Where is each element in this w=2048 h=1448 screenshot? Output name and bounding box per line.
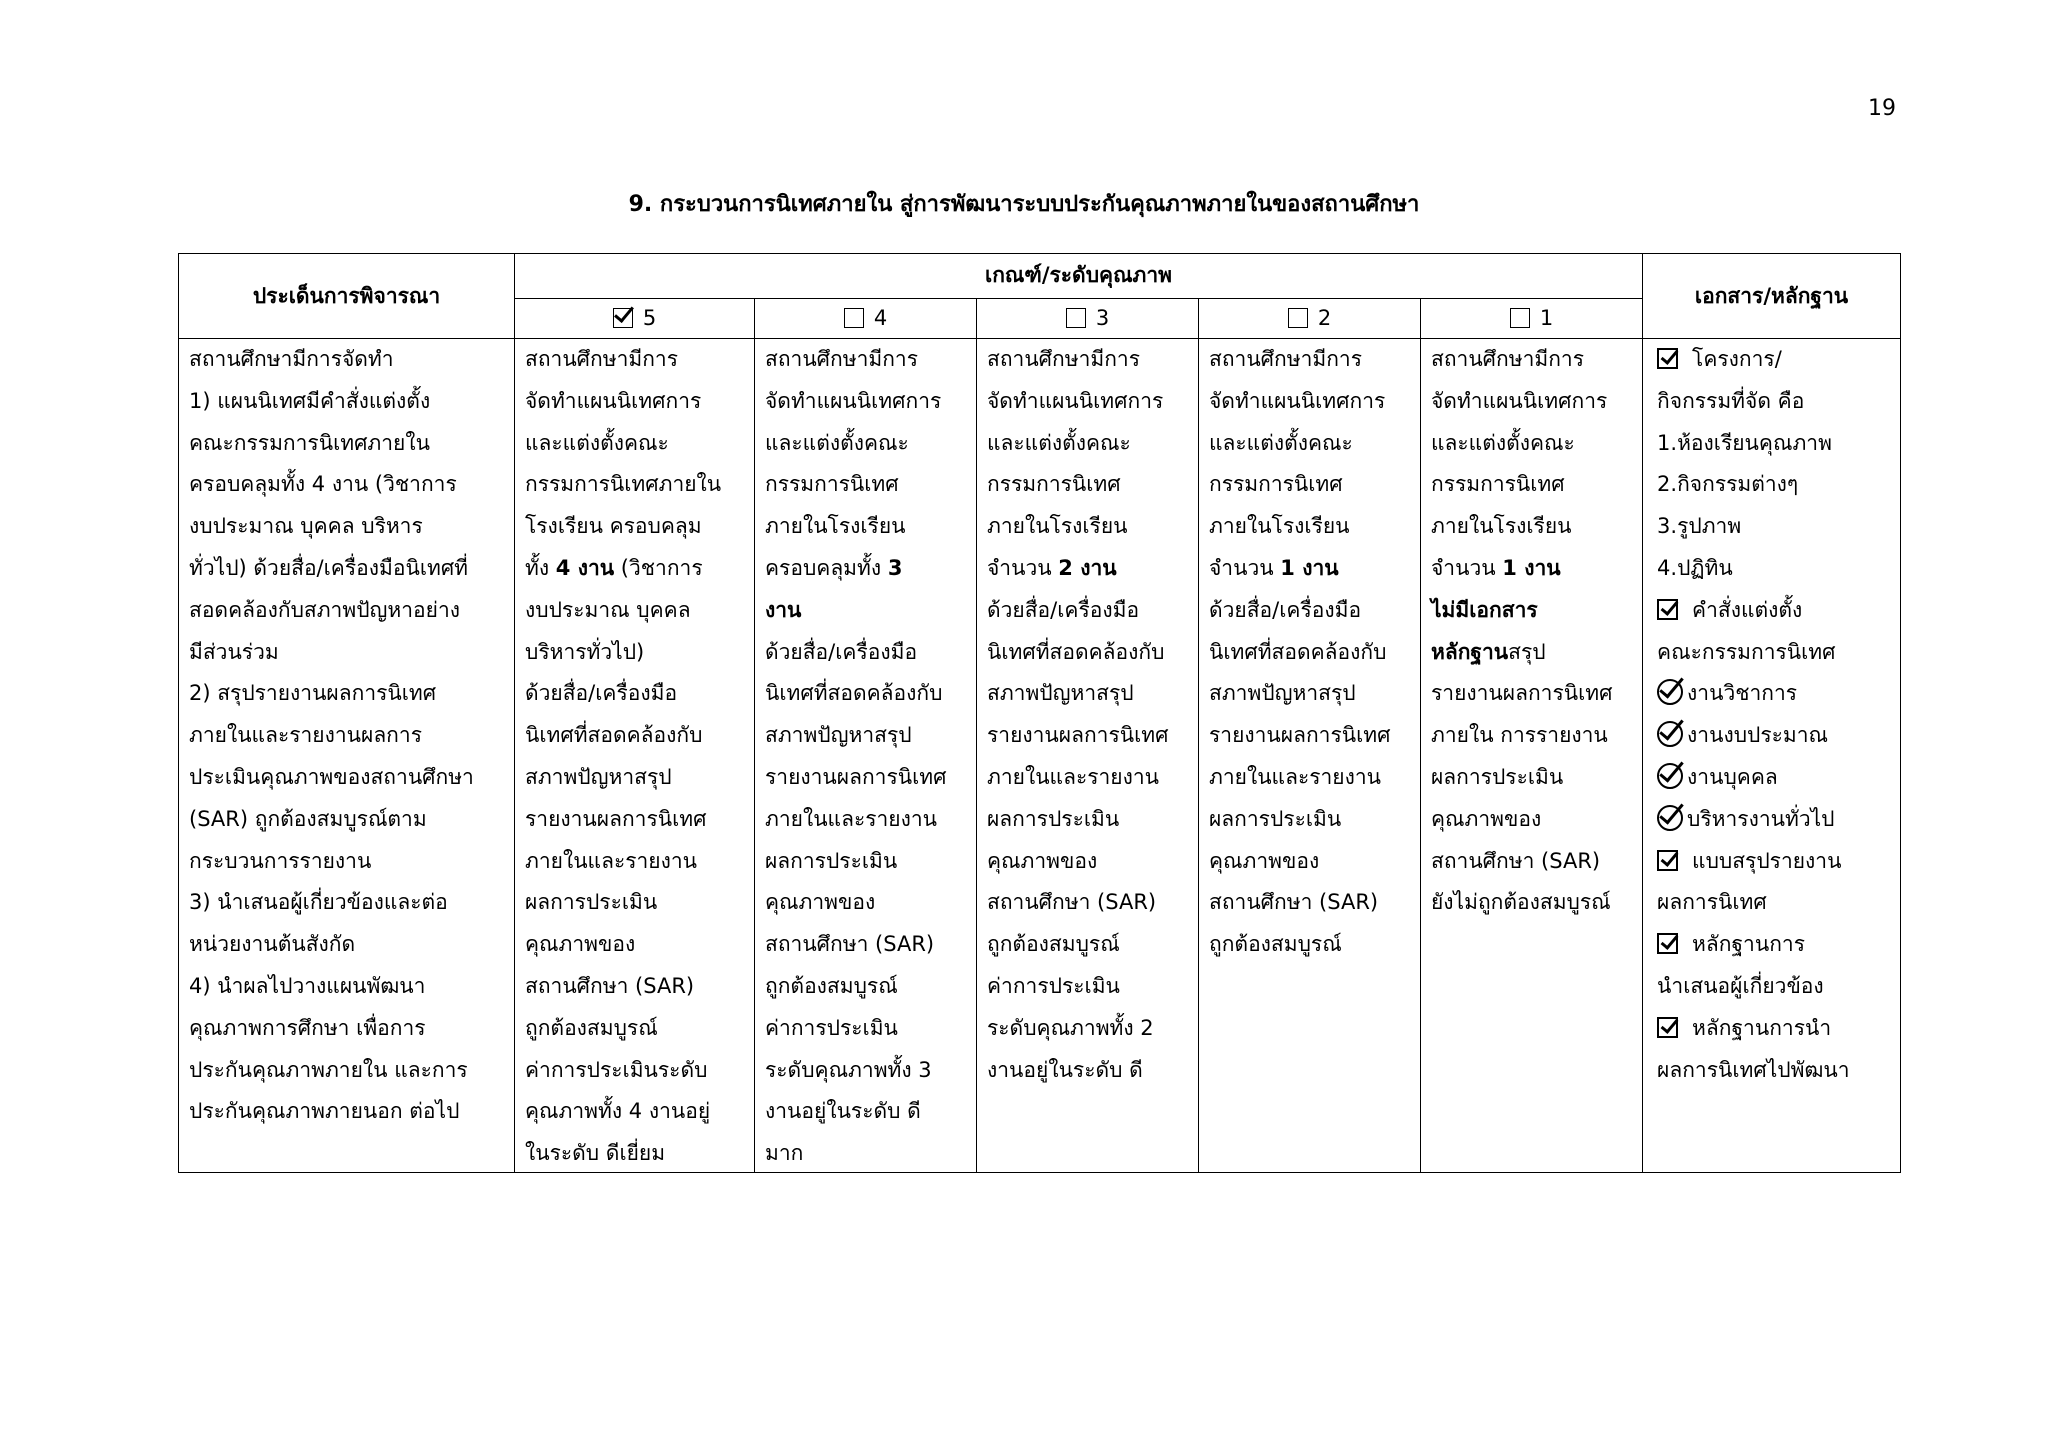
circled-check-icon [1657, 679, 1683, 705]
evidence-item: 1.ห้องเรียนคุณภาพ [1657, 430, 1832, 455]
cell-text-line: จำนวน 1 งาน [1431, 555, 1561, 580]
cell-text-line: คุณภาพทั้ง 4 งานอยู่ [525, 1099, 711, 1124]
evidence-summary: แบบสรุปรายงาน [1657, 841, 1892, 883]
checkbox-checked-icon [1657, 933, 1678, 954]
header-evidence: เอกสาร/หลักฐาน [1643, 254, 1901, 339]
cell-text-line: ภายในโรงเรียน [765, 514, 906, 539]
evidence-present-cont: นำเสนอผู้เกี่ยวข้อง [1657, 973, 1824, 998]
cell-text-line: นิเทศที่สอดคล้องกับ [765, 681, 943, 706]
cell-text-line: งาน [765, 597, 802, 622]
evidence-task: งานงบประมาณ [1657, 715, 1892, 757]
level-5-cell [515, 339, 755, 1173]
cell-text-line: นิเทศที่สอดคล้องกับ [987, 639, 1165, 664]
checkbox-checked-icon [1657, 1017, 1678, 1038]
checkbox-empty-icon [844, 308, 864, 328]
cell-text-line: คุณภาพของ [987, 848, 1098, 873]
evidence-present: หลักฐานการ [1657, 924, 1892, 966]
cell-text-line: มาก [765, 1141, 804, 1166]
cell-text-line: 2) สรุปรายงานผลการนิเทศ [189, 681, 437, 706]
cell-text-line: งานอยู่ในระดับ ดี [765, 1099, 921, 1124]
level-label: 2 [1317, 306, 1332, 331]
evidence-apply-cont: ผลการนิเทศไปพัฒนา [1657, 1057, 1850, 1082]
cell-text-line: สถานศึกษา (SAR) [765, 932, 935, 957]
cell-text-line: สภาพปัญหาสรุป [765, 723, 912, 748]
cell-text-line: ทั่วไป) ด้วยสื่อ/เครื่องมือนิเทศที่ [189, 555, 469, 580]
cell-text-line: บริหารทั่วไป) [525, 639, 645, 664]
checkbox-checked-icon [1657, 850, 1678, 871]
cell-text-line: ด้วยสื่อ/เครื่องมือ [987, 597, 1140, 622]
cell-text-line: มีส่วนร่วม [189, 639, 279, 664]
consideration-cell [179, 339, 515, 1173]
cell-text-line: (SAR) ถูกต้องสมบูรณ์ตาม [189, 806, 427, 831]
level-label: 5 [642, 306, 657, 331]
cell-text-line: งานอยู่ในระดับ ดี [987, 1057, 1143, 1082]
evidence-summary-cont: ผลการนิเทศ [1657, 890, 1767, 915]
cell-text-line: สถานศึกษามีการ [1431, 347, 1584, 371]
cell-text-line: ประเมินคุณภาพของสถานศึกษา [189, 764, 474, 789]
cell-text-line: ค่าการประเมิน [765, 1015, 898, 1040]
cell-text-line: และแต่งตั้งคณะ [525, 430, 669, 455]
cell-text-line: ผลการประเมิน [525, 890, 658, 915]
evidence-apply: หลักฐานการนำ [1657, 1008, 1892, 1050]
circled-check-icon [1657, 763, 1683, 789]
cell-text-line: 4) นำผลไปวางแผนพัฒนา [189, 973, 426, 998]
cell-text-line: ผลการประเมิน [987, 806, 1120, 831]
cell-text-line: ด้วยสื่อ/เครื่องมือ [525, 681, 678, 706]
cell-text-line: ค่าการประเมินระดับ [525, 1057, 708, 1082]
cell-text-line: ผลการประเมิน [1209, 806, 1342, 831]
header-criteria: เกณฑ์/ระดับคุณภาพ [515, 254, 1643, 299]
cell-text-line: ถูกต้องสมบูรณ์ [1209, 932, 1342, 957]
cell-text-line: คุณภาพของ [1209, 848, 1320, 873]
cell-text-line: ภายในโรงเรียน [987, 514, 1128, 539]
level-label: 4 [873, 306, 888, 331]
cell-text-line: และแต่งตั้งคณะ [765, 430, 909, 455]
cell-text-line: คุณภาพของ [1431, 806, 1542, 831]
cell-text-line: และแต่งตั้งคณะ [1209, 430, 1353, 455]
cell-text-line: ประกันคุณภาพภายนอก ต่อไป [189, 1099, 460, 1124]
cell-text-line: ระดับคุณภาพทั้ง 2 [987, 1015, 1154, 1040]
cell-text-line: สถานศึกษา (SAR) [525, 973, 695, 998]
cell-text-line: จัดทำแผนนิเทศการ [765, 388, 942, 413]
checkbox-empty-icon [1510, 308, 1530, 328]
evidence-order: คำสั่งแต่งตั้ง [1657, 590, 1892, 632]
cell-text-line: ประกันคุณภาพภายใน และการ [189, 1057, 468, 1082]
cell-text-line: ครอบคลุมทั้ง 4 งาน (วิชาการ [189, 472, 457, 497]
cell-text-line: ด้วยสื่อ/เครื่องมือ [765, 639, 918, 664]
cell-text-line: ครอบคลุมทั้ง 3 [765, 555, 903, 580]
cell-text-line: จัดทำแผนนิเทศการ [525, 388, 702, 413]
section-title: 9. กระบวนการนิเทศภายใน สู่การพัฒนาระบบประกันคุณภาพภายในของสถานศึกษา [628, 192, 1420, 217]
cell-text-line: คุณภาพของ [765, 890, 876, 915]
cell-text-line: ภายในโรงเรียน [1431, 514, 1572, 539]
cell-text-line: ภายในโรงเรียน [1209, 514, 1350, 539]
cell-text-line: ภายในและรายงาน [525, 848, 698, 873]
circled-check-icon [1657, 805, 1683, 831]
cell-text-line: ไม่มีเอกสาร [1431, 597, 1538, 622]
cell-text-line: รายงานผลการนิเทศ [1209, 723, 1391, 748]
cell-text-line: ภายในและรายงานผลการ [189, 723, 422, 748]
rubric-table [178, 253, 1901, 1173]
cell-text-line: สภาพปัญหาสรุป [987, 681, 1134, 706]
cell-text-line: 3) นำเสนอผู้เกี่ยวข้องและต่อ [189, 890, 448, 915]
cell-text-line: คณะกรรมการนิเทศภายใน [189, 430, 430, 455]
cell-text-line: รายงานผลการนิเทศ [525, 806, 707, 831]
evidence-projects-cont: กิจกรรมที่จัด คือ [1657, 388, 1805, 413]
checkbox-checked-icon [1657, 599, 1678, 620]
cell-text-line: กรรมการนิเทศ [1431, 472, 1565, 497]
level-3-cell [977, 339, 1199, 1173]
cell-text-line: หน่วยงานต้นสังกัด [189, 932, 356, 957]
cell-text-line: จัดทำแผนนิเทศการ [1431, 388, 1608, 413]
cell-text-line: ในระดับ ดีเยี่ยม [525, 1141, 666, 1166]
evidence-cell [1643, 339, 1901, 1173]
cell-text-line: ด้วยสื่อ/เครื่องมือ [1209, 597, 1362, 622]
evidence-order-cont: คณะกรรมการนิเทศ [1657, 639, 1836, 664]
checkbox-checked-icon [613, 308, 633, 328]
cell-text-line: สถานศึกษา (SAR) [1431, 848, 1601, 873]
cell-text-line: คุณภาพของ [525, 932, 636, 957]
cell-text-line: กรรมการนิเทศภายใน [525, 472, 722, 497]
cell-text-line: จัดทำแผนนิเทศการ [987, 388, 1164, 413]
cell-text-line: กระบวนการรายงาน [189, 848, 372, 873]
evidence-task: งานบุคคล [1657, 757, 1892, 799]
cell-text-line: จัดทำแผนนิเทศการ [1209, 388, 1386, 413]
cell-text-line: สภาพปัญหาสรุป [525, 764, 672, 789]
level-header-5 [515, 298, 755, 338]
checkbox-empty-icon [1288, 308, 1308, 328]
level-header-3 [977, 298, 1199, 338]
checkbox-empty-icon [1066, 308, 1086, 328]
cell-text-line: สอดคล้องกับสภาพปัญหาอย่าง [189, 597, 461, 622]
level-header-2 [1199, 298, 1421, 338]
level-1-cell [1421, 339, 1643, 1173]
level-label: 1 [1539, 306, 1554, 331]
level-label: 3 [1095, 306, 1110, 331]
cell-text-line: ภายในและรายงาน [1209, 764, 1382, 789]
cell-text-line: นิเทศที่สอดคล้องกับ [1209, 639, 1387, 664]
cell-text-line: ถูกต้องสมบูรณ์ [987, 932, 1120, 957]
cell-text-line: ผลการประเมิน [1431, 764, 1564, 789]
cell-text-line: ระดับคุณภาพทั้ง 3 [765, 1057, 932, 1082]
evidence-item: 3.รูปภาพ [1657, 514, 1742, 539]
evidence-item: 4.ปฏิทิน [1657, 555, 1733, 580]
circled-check-icon [1657, 721, 1683, 747]
evidence-item: 2.กิจกรรมต่างๆ [1657, 472, 1799, 497]
cell-text-line: นิเทศที่สอดคล้องกับ [525, 723, 703, 748]
level-4-cell [755, 339, 977, 1173]
evidence-task: บริหารงานทั่วไป [1657, 799, 1892, 841]
cell-text-line: รายงานผลการนิเทศ [1431, 681, 1613, 706]
page-number: 19 [1868, 96, 1896, 121]
cell-text-line: กรรมการนิเทศ [987, 472, 1121, 497]
level-header-1 [1421, 298, 1643, 338]
cell-text-line: ผลการประเมิน [765, 848, 898, 873]
cell-text-line: จำนวน 2 งาน [987, 555, 1117, 580]
cell-text-line: โรงเรียน ครอบคลุม [525, 514, 702, 539]
level-header-4 [755, 298, 977, 338]
checkbox-checked-icon [1657, 348, 1678, 369]
cell-text-line: กรรมการนิเทศ [1209, 472, 1343, 497]
cell-text-line: คุณภาพการศึกษา เพื่อการ [189, 1015, 426, 1040]
cell-text-line: ยังไม่ถูกต้องสมบูรณ์ [1431, 890, 1611, 915]
cell-text-line: ค่าการประเมิน [987, 973, 1120, 998]
cell-text-line: สถานศึกษามีการ [525, 347, 678, 371]
cell-text-line: รายงานผลการนิเทศ [987, 723, 1169, 748]
cell-text-line: สถานศึกษามีการ [765, 347, 918, 371]
cell-text-line: ถูกต้องสมบูรณ์ [525, 1015, 658, 1040]
cell-text-line: ภายในและรายงาน [987, 764, 1160, 789]
header-consideration: ประเด็นการพิจารณา [179, 254, 515, 339]
cell-text-line: ภายในและรายงาน [765, 806, 938, 831]
evidence-task: งานวิชาการ [1657, 673, 1892, 715]
cell-text-line: กรรมการนิเทศ [765, 472, 899, 497]
cell-text-line: สถานศึกษามีการ [1209, 347, 1362, 371]
cell-text-line: ภายใน การรายงาน [1431, 723, 1608, 748]
cell-text-line: หลักฐานสรุป [1431, 639, 1546, 664]
cell-text-line: สถานศึกษา (SAR) [1209, 890, 1379, 915]
cell-text-line: สถานศึกษา (SAR) [987, 890, 1157, 915]
cell-text-line: และแต่งตั้งคณะ [987, 430, 1131, 455]
cell-text-line: ถูกต้องสมบูรณ์ [765, 973, 898, 998]
cell-text-line: ทั้ง 4 งาน (วิชาการ [525, 555, 703, 580]
evidence-projects: โครงการ/ [1657, 339, 1892, 381]
cell-text-line: และแต่งตั้งคณะ [1431, 430, 1575, 455]
cell-text-line: สถานศึกษามีการ [987, 347, 1140, 371]
level-2-cell [1199, 339, 1421, 1173]
cell-text-line: 1) แผนนิเทศมีคำสั่งแต่งตั้ง [189, 388, 431, 413]
cell-text-line: งบประมาณ บุคคล บริหาร [189, 514, 423, 539]
cell-text-line: จำนวน 1 งาน [1209, 555, 1339, 580]
cell-text-line: สภาพปัญหาสรุป [1209, 681, 1356, 706]
cell-text-line: รายงานผลการนิเทศ [765, 764, 947, 789]
cell-text-line: งบประมาณ บุคคล [525, 597, 691, 622]
cell-text-line: สถานศึกษามีการจัดทำ [189, 347, 394, 371]
